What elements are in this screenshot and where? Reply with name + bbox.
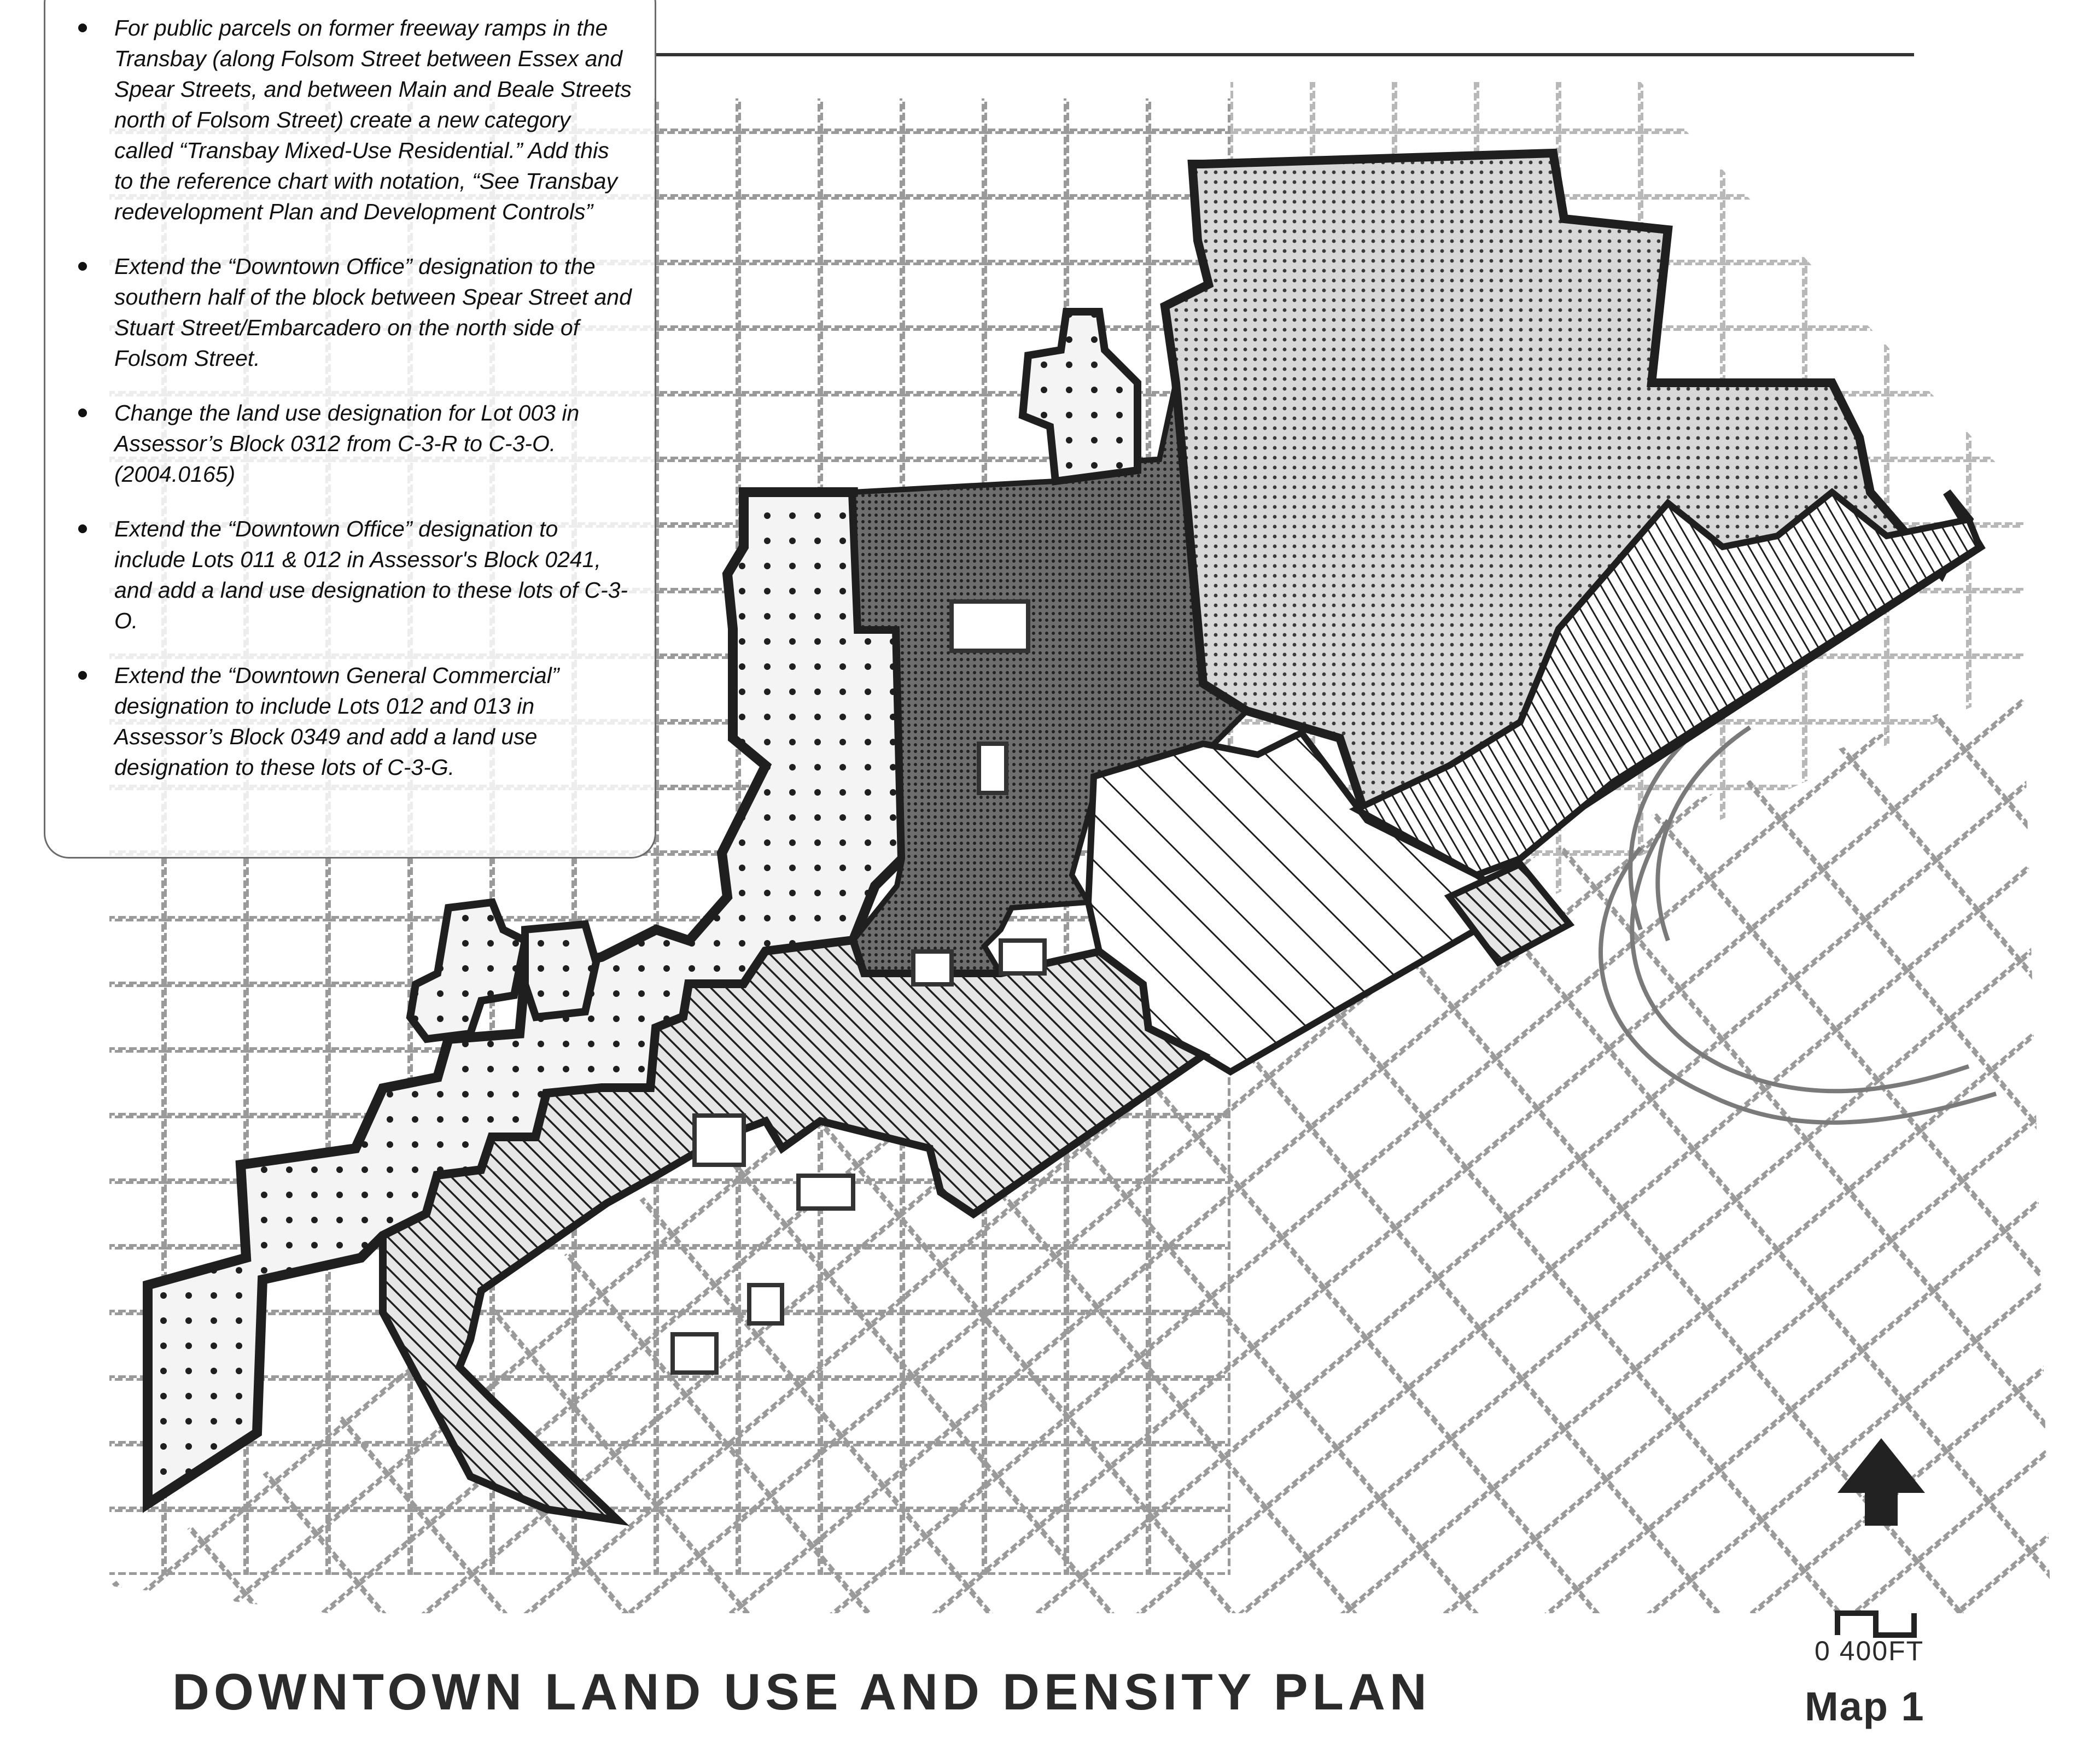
bullet-icon xyxy=(78,262,87,271)
annotation-callout xyxy=(44,0,656,859)
bullet-icon xyxy=(78,408,87,417)
annotation-item xyxy=(78,13,633,227)
map-title: DOWNTOWN LAND USE AND DENSITY PLAN xyxy=(172,1663,1431,1720)
annotation-list xyxy=(78,13,633,783)
scale-bar-icon xyxy=(1838,1613,1914,1635)
annotation-text: For public parcels on former freeway ramps in the Transbay (along Folsom Street between Essex and Spear Streets, and between Main and Beale Streets north of Folsom Street) create a new category called “Transbay Mixed-Use Residential.” Add this to the reference chart with notation, “See Transbay redevelopment Plan and Development Controls” xyxy=(114,15,632,224)
annotation-item xyxy=(78,398,633,489)
annotation-item xyxy=(78,660,633,783)
annotation-text: Extend the “Downtown General Commercial” designation to include Lots 012 and 013 in Assessor’s Block 0349 and add a land use designation to these lots of C-3-G. xyxy=(114,663,559,780)
bullet-icon xyxy=(78,24,87,32)
scale-label: 0 400FT xyxy=(1815,1636,1924,1666)
annotation-text: Extend the “Downtown Office” designation to include Lots 011 & 012 in Assessor's Block 0241, and add a land use designation to these lots of C-3-O. xyxy=(114,516,628,633)
bullet-icon xyxy=(78,524,87,533)
bullet-icon xyxy=(78,671,87,680)
annotation-text: Extend the “Downtown Office” designation to the southern half of the block between Spear Street and Stuart Street/Embarcadero on the north side of Folsom Street. xyxy=(114,254,632,371)
annotation-text: Change the land use designation for Lot 003 in Assessor’s Block 0312 from C-3-R to C-3-O. (2004.0165) xyxy=(114,400,580,487)
map-number: Map 1 xyxy=(1805,1684,1925,1729)
annotation-item xyxy=(78,251,633,373)
annotation-item xyxy=(78,513,633,636)
